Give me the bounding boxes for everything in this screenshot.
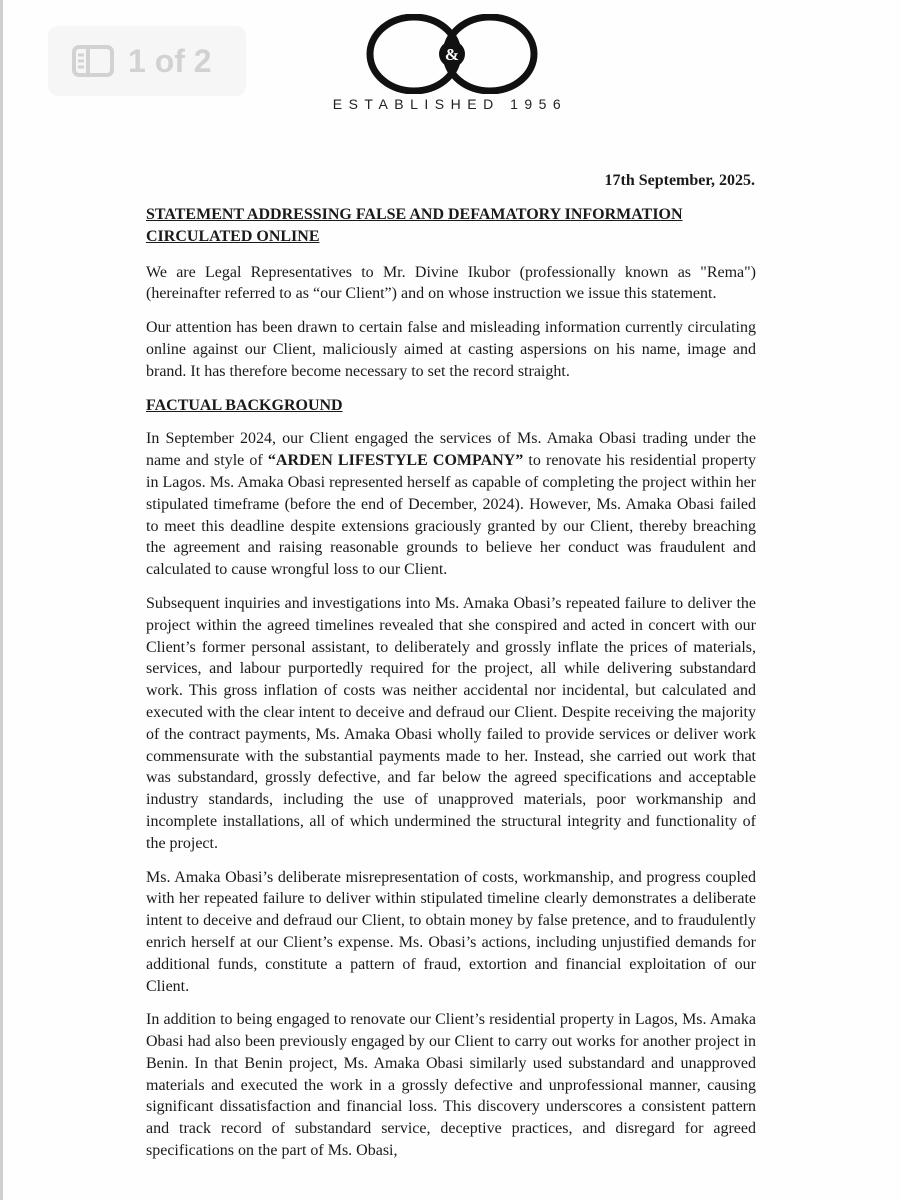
page-indicator-label: 1 of 2 <box>128 42 212 79</box>
statement-title <box>146 204 756 248</box>
paragraph-5: Ms. Amaka Obasi’s deliberate misrepresentation of costs, workmanship, and progress coupled with her repeated failure to deliver within stipulated timeline clearly demonstrates a deliberate intent to deceive and defraud our Client, to obtain money by false pretence, and to fraudulently enrich herself at our Client’s expense. Ms. Obasi’s actions, including unjustified demands for additional funds, constitute a pattern of fraud, extortion and financial exploitation of our Client. <box>146 868 756 995</box>
paragraph-3-end: to renovate his residential property in Lagos. Ms. Amaka Obasi represented herself as capable of completing the project within her stipulated timeframe (before the end of December, 2024). However, Ms. Amaka Obasi failed to meet this deadline despite extensions graciously granted by our Client, thereby breaching the agreement and raising reasonable grounds to believe her conduct was fraudulent and calculated to cause wrongful loss to our Client. <box>146 452 757 579</box>
established-tagline: ESTABLISHED 1956 <box>332 96 568 112</box>
statement-title-line2: CIRCULATED ONLINE <box>146 227 320 245</box>
page-edge <box>0 0 3 1200</box>
section-heading-factual-background: FACTUAL BACKGROUND <box>146 396 343 414</box>
logo-ampersand: & <box>444 45 460 64</box>
paragraph-2: Our attention has been drawn to certain false and misleading information currently circulating online against our Client, maliciously aimed at casting aspersions on his name, image and brand. It has therefore become necessary to set the record straight. <box>146 319 756 380</box>
sidebar-panel-icon[interactable] <box>72 45 114 77</box>
document-body <box>146 204 756 1174</box>
paragraph-3 <box>146 428 756 581</box>
paragraph-6: In addition to being engaged to renovate our Client’s residential property in Lagos, Ms. Amaka Obasi had also been previously engaged by our Client to carry out works for another project in Benin. In that Benin project, Ms. Amaka Obasi similarly used substandard and unapproved materials and executed the work in a grossly defective and unprofessional manner, causing significant dissatisfaction and financial loss. This discovery underscores a consistent pattern and track record of substandard service, deceptive practices, and disregard for agreed specifications on the part of Ms. Obasi, <box>146 1011 756 1160</box>
statement-date: 17th September, 2025. <box>604 172 755 189</box>
paragraph-3-start: In September 2024, our Client engaged the services of Ms. Amaka Obasi trading under the name and style of <box>146 430 756 470</box>
page-indicator[interactable] <box>48 26 246 96</box>
paragraph-1: We are Legal Representatives to Mr. Divine Ikubor (professionally known as "Rema") (hereinafter referred to as “our Client”) and on whose instruction we issue this statement. <box>146 263 756 303</box>
firm-logo <box>363 14 541 94</box>
company-name: “ARDEN LIFESTYLE COMPANY” <box>267 452 524 470</box>
paragraph-4: Subsequent inquiries and investigations into Ms. Amaka Obasi’s repeated failure to deliver the project within the agreed timelines revealed that she conspired and acted in concert with our Client’s former personal assistant, to deliberately and grossly inflate the prices of materials, services, and labour purportedly required for the project, all while delivering substandard work. This gross inflation of costs was neither accidental nor incidental, but calculated and executed with the clear intent to deceive and defraud our Client. Despite receiving the majority of the contract payments, Ms. Amaka Obasi wholly failed to provide services or deliver work commensurate with the substantial payments made to her. Instead, she carried out work that was substandard, grossly defective, and far below the agreed specifications and acceptable industry standards, including the use of unapproved materials, poor workmanship and incomplete installations, all of which undermined the structural integrity and functionality of the project. <box>146 594 756 852</box>
statement-title-line1: STATEMENT ADDRESSING FALSE AND DEFAMATORY INFORMATION <box>146 206 683 223</box>
